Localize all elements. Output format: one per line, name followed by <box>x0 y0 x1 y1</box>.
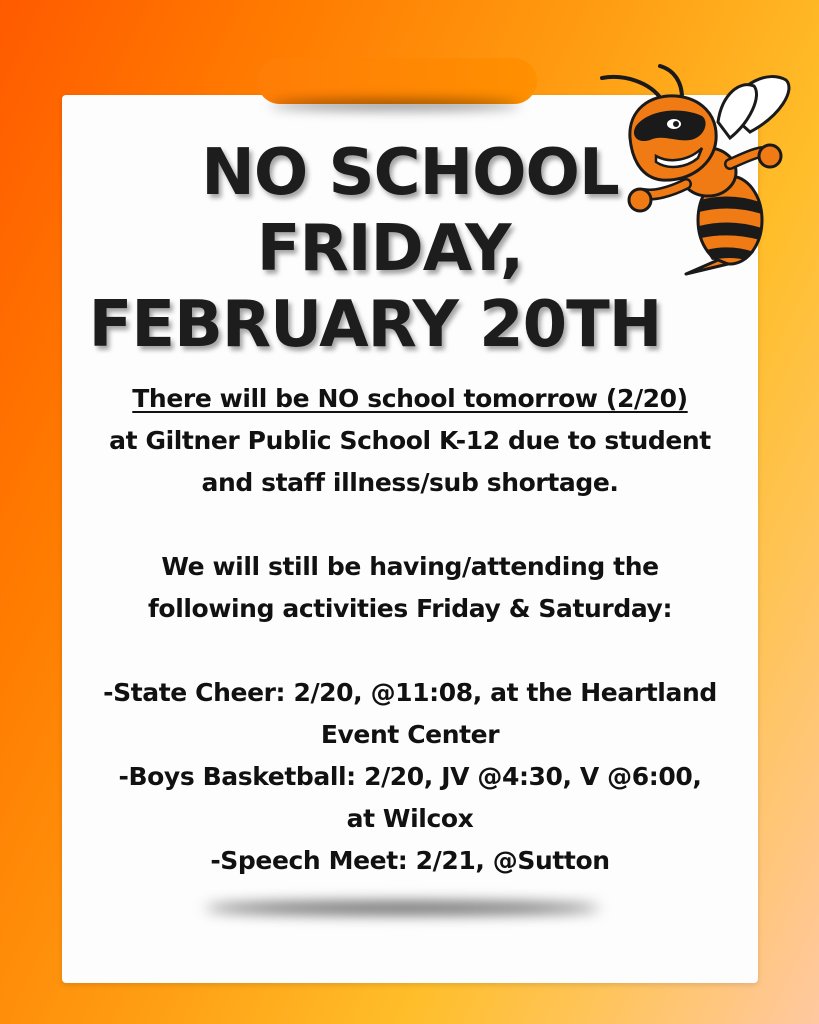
intro-line-1 <box>72 378 748 420</box>
hornet-fist-right <box>759 145 781 167</box>
hornet-fist-left <box>629 189 651 211</box>
headline-line-2: FRIDAY, <box>256 212 524 286</box>
boys-basketball-line-2: at Wilcox <box>346 804 474 833</box>
headline-line-1: NO SCHOOL <box>201 136 619 210</box>
state-cheer-line-1: -State Cheer: 2/20, @11:08, at the Heartland <box>103 678 717 707</box>
hornet-mascot-icon <box>590 60 795 278</box>
card-header-tab <box>257 58 537 104</box>
intro-underlined-text: There will be NO school tomorrow (2/20) <box>132 384 688 413</box>
hornet-antenna-left <box>602 77 662 100</box>
hornet-antenna-right <box>660 66 682 98</box>
card-bottom-shadow <box>205 902 600 914</box>
speech-meet-line: -Speech Meet: 2/21, @Sutton <box>210 846 610 875</box>
announcement-body <box>72 378 748 882</box>
boys-basketball-line-1: -Boys Basketball: 2/20, JV @4:30, V @6:00, <box>118 762 702 791</box>
tab-shadow <box>270 100 520 110</box>
hornet-stinger <box>686 260 728 274</box>
headline-line-3: FEBRUARY 20TH <box>88 288 662 362</box>
paragraph-gap <box>72 504 748 546</box>
activities-line-1: We will still be having/attending the <box>161 552 659 581</box>
activities-line-2: following activities Friday & Saturday: <box>147 594 673 623</box>
paragraph-gap <box>72 630 748 672</box>
intro-line-2: at Giltner Public School K-12 due to student <box>109 426 711 455</box>
intro-line-3: and staff illness/sub shortage. <box>201 468 619 497</box>
state-cheer-line-2: Event Center <box>320 720 500 749</box>
